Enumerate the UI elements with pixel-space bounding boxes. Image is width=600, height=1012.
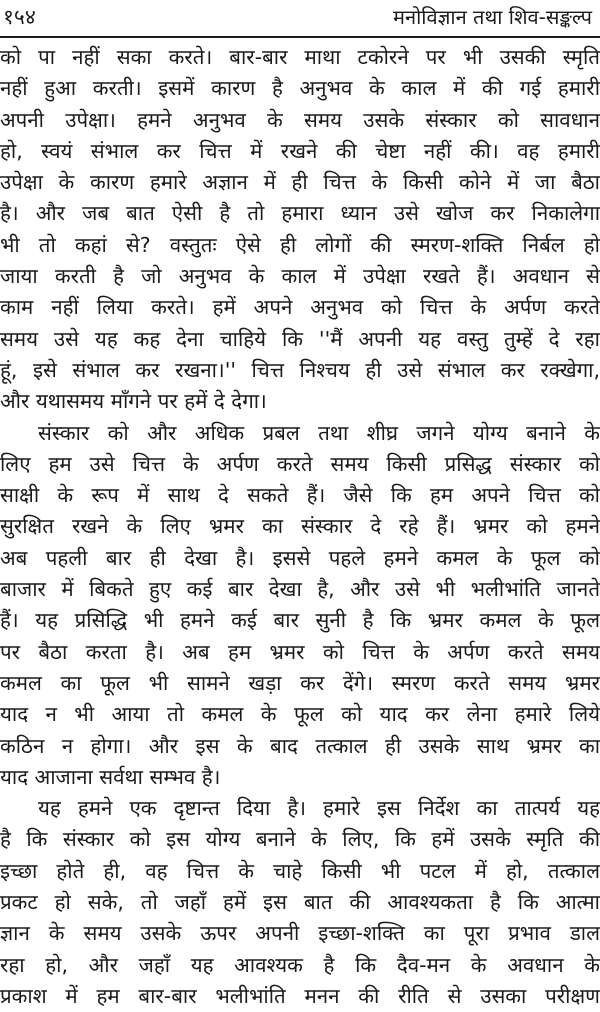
text-line: यह हमने एक दृष्टान्त दिया है। हमारे इस निर्देश का तात्पर्य यह: [38, 796, 600, 821]
text-line: प्रकाश में हम बार-बार भलीभांति मनन की रीति से उसका परीक्षण: [0, 983, 600, 1008]
text-line: अपनी उपेक्षा। हमने अनुभव के समय उसके संस्कार को सावधान: [0, 107, 600, 132]
text-line: लिए हम उसे चित्त के अर्पण करते समय किसी प्रसिद्ध संस्कार को: [0, 451, 600, 476]
running-title: मनोविज्ञान तथा शिव-सङ्कल्प: [393, 5, 592, 29]
text-line: बाजार में बिकते हुए कई बार देखा है, और उसे भी भलीभांति जानते: [0, 577, 600, 602]
text-line: जाया करती है जो अनुभव के काल में उपेक्षा रखते हैं। अवधान से: [0, 264, 600, 289]
text-line: को पा नहीं सका करते। बार-बार माथा टकोरने पर भी उसकी स्मृति: [0, 45, 600, 69]
text-line: याद न भी आया तो कमल के फूल को याद कर लेना हमारे लिये: [0, 702, 600, 727]
text-line: कमल का फूल भी सामने खड़ा कर देंगे। स्मरण करते समय भ्रमर: [0, 670, 600, 695]
text-line: नहीं हुआ करती। इसमें कारण है अनुभव के काल में की गई हमारी: [0, 76, 600, 101]
running-header: [0, 0, 600, 38]
text-line: ज्ञान के समय उसके ऊपर अपनी इच्छा-शक्ति का पूरा प्रभाव डाल: [0, 921, 600, 946]
text-line: प्रकट हो सके, तो जहाँ हमें इस बात की आवश्यकता है कि आत्मा: [0, 890, 600, 915]
text-line: है कि संस्कार को इस योग्य बनाने के लिए, कि हमें उसके स्मृति की: [0, 827, 600, 852]
text-line: पर बैठा करता है। अब हम भ्रमर को चित्त के अर्पण करते समय: [0, 639, 600, 664]
text-line: समय उसे यह कह देना चाहिये कि ''मैं अपनी यह वस्तु तुम्हें दे रहा: [0, 326, 600, 351]
text-line: रहा हो, और जहाँ यह आवश्यक है कि दैव-मन के अवधान के: [0, 952, 600, 977]
paragraph-2: [0, 418, 600, 794]
text-line: हो, स्वयं संभाल कर चित्त में रखने की चेष्टा नहीं की। वह हमारी: [0, 138, 600, 163]
text-line: काम नहीं लिया करते। हमें अपने अनुभव को चित्त के अर्पण करते: [0, 295, 600, 320]
text-line: हूं, इसे संभाल कर रखना।'' चित्त निश्चय ही उसे संभाल कर रक्खेगा,: [0, 357, 600, 382]
body-text: [0, 42, 600, 1012]
text-line: कठिन न होगा। और इस के बाद तत्काल ही उसके साथ भ्रमर का: [0, 733, 600, 758]
text-line: और यथासमय माँगने पर हमें दे देगा।: [0, 389, 267, 414]
text-line: अब पहली बार ही देखा है। इससे पहले हमने कमल के फूल को: [0, 545, 600, 570]
text-line: हैं। यह प्रसिद्धि भी हमने कई बार सुनी है कि भ्रमर कमल के फूल: [0, 608, 600, 633]
paragraph-1: [0, 42, 600, 418]
text-line: भी तो कहां से? वस्तुतः ऐसे ही लोगों की स्मरण-शक्ति निर्बल हो: [0, 232, 600, 257]
text-line: सुरक्षित रखने के लिए भ्रमर का संस्कार दे रहे हैं। भ्रमर को हमने: [0, 514, 600, 539]
text-line: है। और जब बात ऐसी है तो हमारा ध्यान उसे खोज कर निकालेगा: [0, 201, 600, 226]
text-line: उपेक्षा के कारण हमारे अज्ञान में ही चित्त के किसी कोने में जा बैठा: [0, 170, 600, 195]
text-line: इच्छा होते ही, वह चित्त के चाहे किसी भी पटल में हो, तत्काल: [0, 858, 600, 883]
page-number: १५४: [3, 5, 36, 29]
text-line: याद आजाना सर्वथा सम्भव है।: [0, 764, 221, 789]
text-line: साक्षी के रूप में साथ दे सकते हैं। जैसे कि हम अपने चित्त को: [0, 483, 600, 508]
text-line: संस्कार को और अधिक प्रबल तथा शीघ्र जगने योग्य बनाने के: [38, 420, 600, 445]
paragraph-3: [0, 793, 600, 1012]
